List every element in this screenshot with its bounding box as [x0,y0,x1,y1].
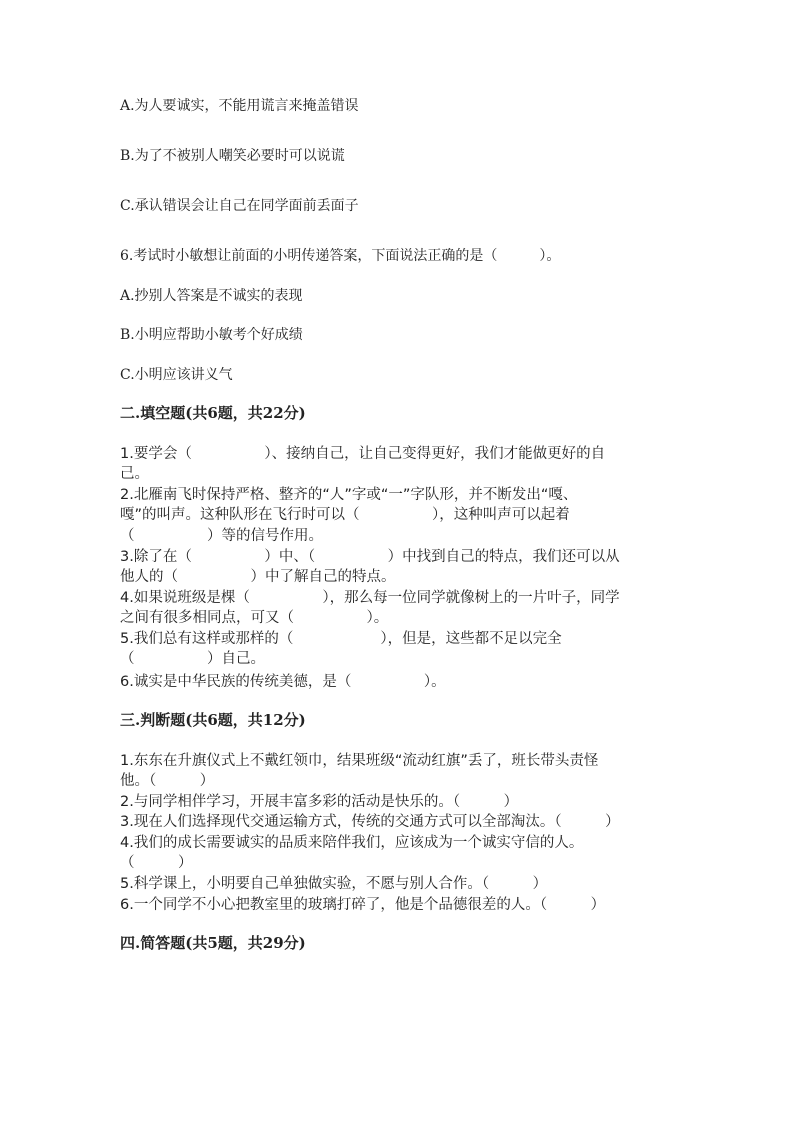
true-false-line: 5.科学课上，小明要自己单独做实验，不愿与别人合作。（ ） [120,876,548,892]
fill-blank-line: 嘎”的叫声。这种队形在飞行时可以（ ），这种叫声可以起着 [120,507,570,523]
fill-blank-line: （ ）等的信号作用。 [120,528,323,544]
section-heading-true-false: 三.判断题(共6题，共12分) [120,711,306,729]
section-heading-fill-blank: 二.填空题(共6题，共22分) [120,404,306,422]
true-false-line: 2.与同学相伴学习，开展丰富多彩的活动是快乐的。（ ） [120,794,519,810]
true-false-line: （ ） [120,855,193,871]
q5-option-b: B.为了不被别人嘲笑必要时可以说谎 [120,148,345,164]
q5-option-a: A.为人要诚实，不能用谎言来掩盖错误 [120,98,359,114]
fill-blank-line: 5.我们总有这样或那样的（ ），但是，这些都不足以完全 [120,631,562,647]
true-false-line: 1.东东在升旗仪式上不戴红领巾，结果班级“流动红旗”丢了，班长带头责怪 [120,753,599,769]
true-false-line: 6.一个同学不小心把教室里的玻璃打碎了，他是个品德很差的人。（ ） [120,897,606,913]
true-false-line: 4.我们的成长需要诚实的品质来陪伴我们，应该成为一个诚实守信的人。 [120,835,584,851]
q6-option-c: C.小明应该讲义气 [120,367,233,383]
section-heading-short-answer: 四.简答题(共5题，共29分) [120,934,306,952]
fill-blank-line: 1.要学会（ ）、接纳自己，让自己变得更好，我们才能做更好的自 [120,446,606,462]
true-false-line: 他。（ ） [120,773,215,789]
fill-blank-line: 4.如果说班级是棵（ ），那么每一位同学就像树上的一片叶子，同学 [120,590,620,606]
fill-blank-line: （ ）自己。 [120,651,265,667]
fill-blank-line: 6.诚实是中华民族的传统美德，是（ ）。 [120,674,446,690]
q6-stem: 6.考试时小敏想让前面的小明传递答案，下面说法正确的是（ ）。 [120,248,561,264]
fill-blank-line: 2.北雁南飞时保持严格、整齐的“人”字或“一”字队形，并不断发出“嘎、 [120,487,578,503]
fill-blank-line: 己。 [120,466,149,482]
fill-blank-line: 之间有很多相同点，可又（ ）。 [120,610,389,626]
true-false-line: 3.现在人们选择现代交通运输方式，传统的交通方式可以全部淘汰。（ ） [120,814,620,830]
q5-option-c: C.承认错误会让自己在同学面前丢面子 [120,198,359,214]
q6-option-a: A.抄别人答案是不诚实的表现 [120,288,303,304]
fill-blank-line: 他人的（ ）中了解自己的特点。 [120,569,396,585]
fill-blank-line: 3.除了在（ ）中、（ ）中找到自己的特点，我们还可以从 [120,549,620,565]
q6-option-b: B.小明应帮助小敏考个好成绩 [120,327,303,343]
